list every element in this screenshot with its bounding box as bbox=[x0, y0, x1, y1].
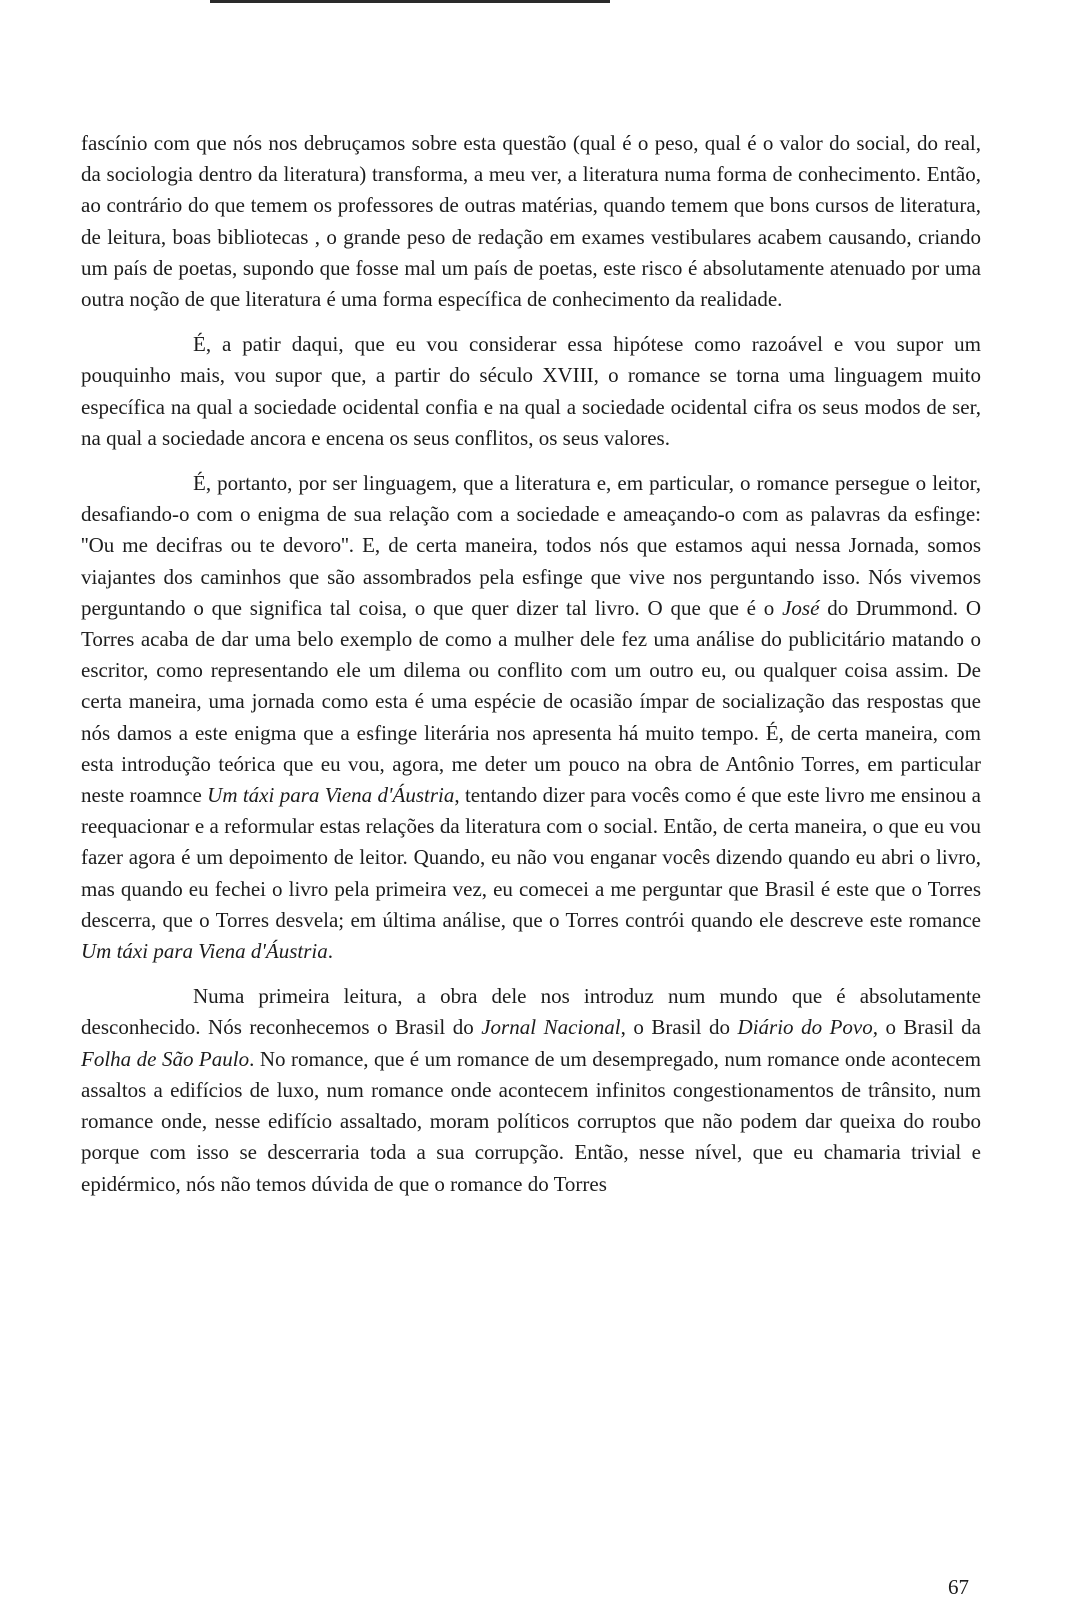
text-run: . bbox=[327, 939, 333, 964]
page-number: 67 bbox=[948, 1575, 969, 1599]
text-run: É, portanto, por ser linguagem, que a literatura e, em particular, o romance persegue o leitor, desafiando-o com o enigma de sua relação com a sociedade e ameaçando-o com as palavras da esfinge: ''Ou me decifras ou te devoro''. E, de certa maneira, todos nós que estamos aqui nessa Jornada, somos viajantes dos caminhos que são assombrados pela esfinge que vive nos perguntando isso. Nós vivemos perguntando o que significa tal coisa, o que quer dizer tal livro. O que que é o bbox=[81, 471, 981, 620]
italic-title: Um táxi para Viena d'Áustria bbox=[207, 783, 455, 808]
paragraph bbox=[81, 981, 981, 1199]
text-run: do Drummond. O Torres acaba de dar uma belo exemplo de como a mulher dele fez uma análise do publicitário matando o escritor, como representando ele um dilema ou conflito com um outro eu, ou qualquer coisa assim. De certa maneira, uma jornada como esta é uma espécie de ocasião ímpar de socialização das respostas que nós damos a este enigma que a esfinge literária nos apresenta há muito tempo. É, de certa maneira, com esta introdução teórica que eu vou, agora, me deter um pouco na obra de Antônio Torres, em particular neste roamnce bbox=[81, 595, 982, 808]
italic-title: Um táxi para Viena d'Áustria bbox=[81, 939, 328, 964]
text-run: É, a patir daqui, que eu vou considerar essa hipótese como razoável e vou supor um pouquinho mais, vou supor que, a partir do século XVIII, o romance se torna uma linguagem muito específica na qual a sociedade ocidental confia e na qual a sociedade ocidental cifra os seus modos de ser, na qual a sociedade ancora e encena os seus conflitos, os seus valores. bbox=[81, 332, 981, 450]
italic-title: José bbox=[782, 595, 820, 620]
italic-title: Diário do Povo, bbox=[737, 1015, 878, 1040]
paragraph bbox=[81, 468, 981, 967]
top-rule bbox=[210, 0, 610, 3]
text-run: , tentando dizer para vocês como é que este livro me ensinou a reequacionar e a reformular estas relações da literatura com o social. Então, de certa maneira, o que eu vou fazer agora é um depoimento de leitor. Quando, eu não vou enganar vocês dizendo quando eu abri o livro, mas quando eu fechei o livro pela primeira vez, eu comecei a me perguntar que Brasil é este que o Torres descerra, que o Torres desvela; em última análise, que o Torres contrói quando ele descreve este romance bbox=[81, 783, 982, 932]
italic-title: Folha de São Paulo bbox=[81, 1046, 250, 1071]
text-run: o Brasil da bbox=[877, 1015, 982, 1040]
paragraph bbox=[81, 329, 981, 454]
text-run: , o Brasil do bbox=[620, 1015, 738, 1040]
page-body bbox=[81, 128, 981, 1200]
paragraph bbox=[81, 128, 981, 315]
text-run: . No romance, que é um romance de um desempregado, num romance onde acontecem assaltos a edifícios de luxo, num romance onde acontecem infinitos congestionamentos de trânsito, num romance onde, nesse edifício assaltado, moram políticos corruptos que não podem dar queixa do roubo porque com isso se descerraria toda a sua corrupção. Então, nesse nível, que eu chamaria trivial e epidérmico, nós não temos dúvida de que o romance do Torres bbox=[81, 1046, 981, 1196]
text-run: Numa primeira leitura, a obra dele nos introduz num mundo que é absolutamente desconhecido. Nós reconhecemos o Brasil do bbox=[81, 984, 981, 1040]
italic-title: Jornal Nacional bbox=[481, 1015, 621, 1040]
text-run: fascínio com que nós nos debruçamos sobre esta questão (qual é o peso, qual é o valor do social, do real, da sociologia dentro da literatura) transforma, a meu ver, a literatura numa forma de conhecimento. Então, ao contrário do que temem os professores de outras matérias, quando temem que bons cursos de literatura, de leitura, boas bibliotecas , o grande peso de redação em exames vestibulares acabem causando, criando um país de poetas, supondo que fosse mal um país de poetas, este risco é absolutamente atenuado por uma outra noção de que literatura é uma forma específica de conhecimento da realidade. bbox=[81, 131, 981, 312]
